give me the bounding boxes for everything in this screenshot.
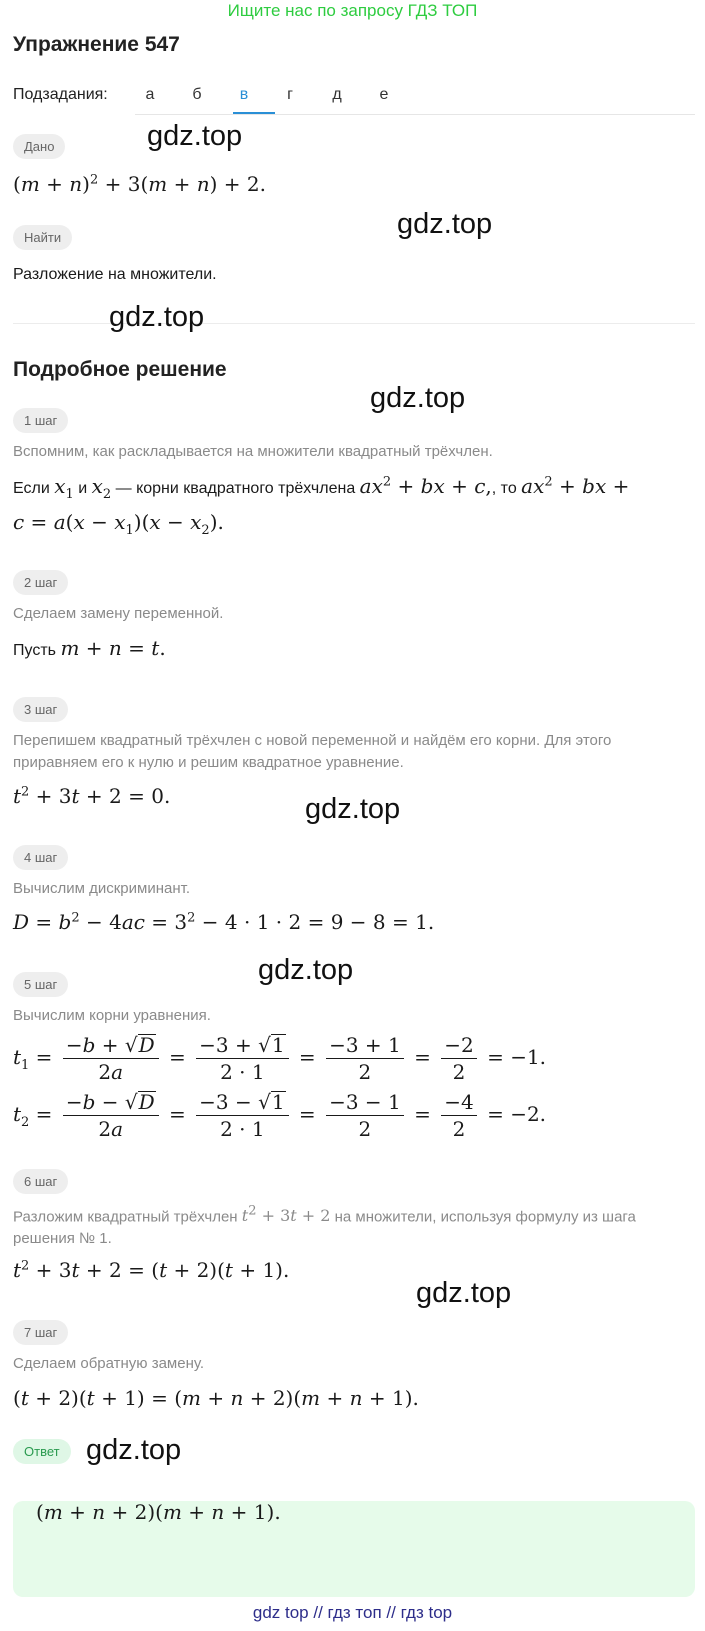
search-banner: Ищите нас по запросу ГДЗ ТОП (227, 1, 478, 20)
watermark: gdz.top (258, 954, 354, 986)
step-3-label: 3 шаг (13, 697, 68, 722)
step-5-label: 5 шаг (13, 972, 68, 997)
step-3-formula: $t^2 + 3t + 2 = 0$. (13, 784, 171, 808)
step-6-label: 6 шаг (13, 1169, 68, 1194)
footer-link-gdz-top[interactable]: gdz top (252, 1603, 309, 1622)
watermark: gdz.top (397, 208, 493, 240)
watermark: gdz.top (86, 1434, 182, 1466)
step-2-note: Сделаем замену переменной. (13, 605, 224, 622)
footer-links (0, 1603, 705, 1623)
step-5-root-1: $t_1$ = $\frac{-b + √D}{2a}$ = $\frac{-3 + √1}{2 \cdot 1}$ = $\frac{-3 + 1}{2}$ = $\frac{-2}{2}$ = −1. (13, 1033, 547, 1084)
step-2-label: 2 шаг (13, 570, 68, 595)
step-4-label: 4 шаг (13, 845, 68, 870)
tab-g[interactable]: г (287, 86, 293, 103)
answer-label: Ответ (13, 1439, 71, 1464)
step-5-root-2: $t_2$ = $\frac{-b - √D}{2a}$ = $\frac{-3 - √1}{2 \cdot 1}$ = $\frac{-3 - 1}{2}$ = $\frac{-4}{2}$ = −2. (13, 1090, 547, 1141)
footer-separator: // (386, 1603, 396, 1622)
step-6-note: Разложим квадратный трёхчлен $t^2 + 3t + 2$ на множители, используя формулу из шага решения № 1. (13, 1204, 636, 1248)
step-4-note: Вычислим дискриминант. (13, 880, 190, 897)
footer-separator: // (313, 1603, 323, 1622)
footer-link-gdz-top-mixed[interactable]: гдз top (400, 1603, 453, 1622)
tab-d[interactable]: д (332, 86, 342, 103)
step-7-note: Сделаем обратную замену. (13, 1355, 205, 1372)
step-7-formula: (t + 2)(t + 1) = (m + n + 2)(m + n + 1). (13, 1386, 419, 1410)
step-3-note: Перепишем квадратный трёхчлен с новой переменной и найдём его корни. Для этого приравняем его к нулю и решим квадратное уравнение. (13, 732, 612, 771)
watermark: gdz.top (370, 382, 466, 414)
tab-v[interactable]: в (239, 86, 249, 103)
given-label: Дано (13, 134, 65, 159)
step-4-formula: $D = b^2 - 4ac = 3^2 - 4 \cdot 1 \cdot 2 = 9 - 8 = 1$. (13, 910, 435, 934)
step-5-note: Вычислим корни уравнения. (13, 1007, 211, 1024)
step-1-formula: Если $x_1$ и $x_2$ — корни квадратного трёхчлена $ax^2$ + bx + c,, то $ax^2$ + bx + (13, 474, 630, 502)
find-label: Найти (13, 225, 72, 250)
active-tab-indicator (233, 112, 275, 114)
watermark: gdz.top (416, 1277, 512, 1309)
step-1-label: 1 шаг (13, 408, 68, 433)
watermark: gdz.top (147, 120, 243, 152)
step-1-note: Вспомним, как раскладывается на множители квадратный трёхчлен. (13, 443, 493, 460)
tab-a[interactable]: а (145, 86, 155, 103)
subtasks-label: Подзадания: (13, 86, 108, 103)
tab-e[interactable]: е (379, 86, 389, 103)
find-text: Разложение на множители. (13, 266, 217, 283)
answer-formula: (m + n + 2)(m + n + 1). (36, 1500, 281, 1524)
solution-heading: Подробное решение (13, 358, 227, 381)
given-expression: $(m + n)^2 + 3(m + n) + 2$. (13, 172, 266, 196)
step-1-formula-cont: $c = a(x - x_1)(x - x_2)$. (13, 510, 224, 538)
tab-b[interactable]: б (192, 86, 202, 103)
page-title: Упражнение 547 (13, 33, 180, 56)
footer-link-gdz-top-ru[interactable]: гдз топ (327, 1603, 382, 1622)
step-6-formula: $t^2 + 3t + 2 = (t + 2)(t + 1)$. (13, 1258, 290, 1282)
step-7-label: 7 шаг (13, 1320, 68, 1345)
step-2-formula: Пусть m + n = t. (13, 636, 166, 660)
subtask-tabs (135, 74, 695, 115)
watermark: gdz.top (305, 793, 401, 825)
watermark: gdz.top (109, 301, 205, 333)
